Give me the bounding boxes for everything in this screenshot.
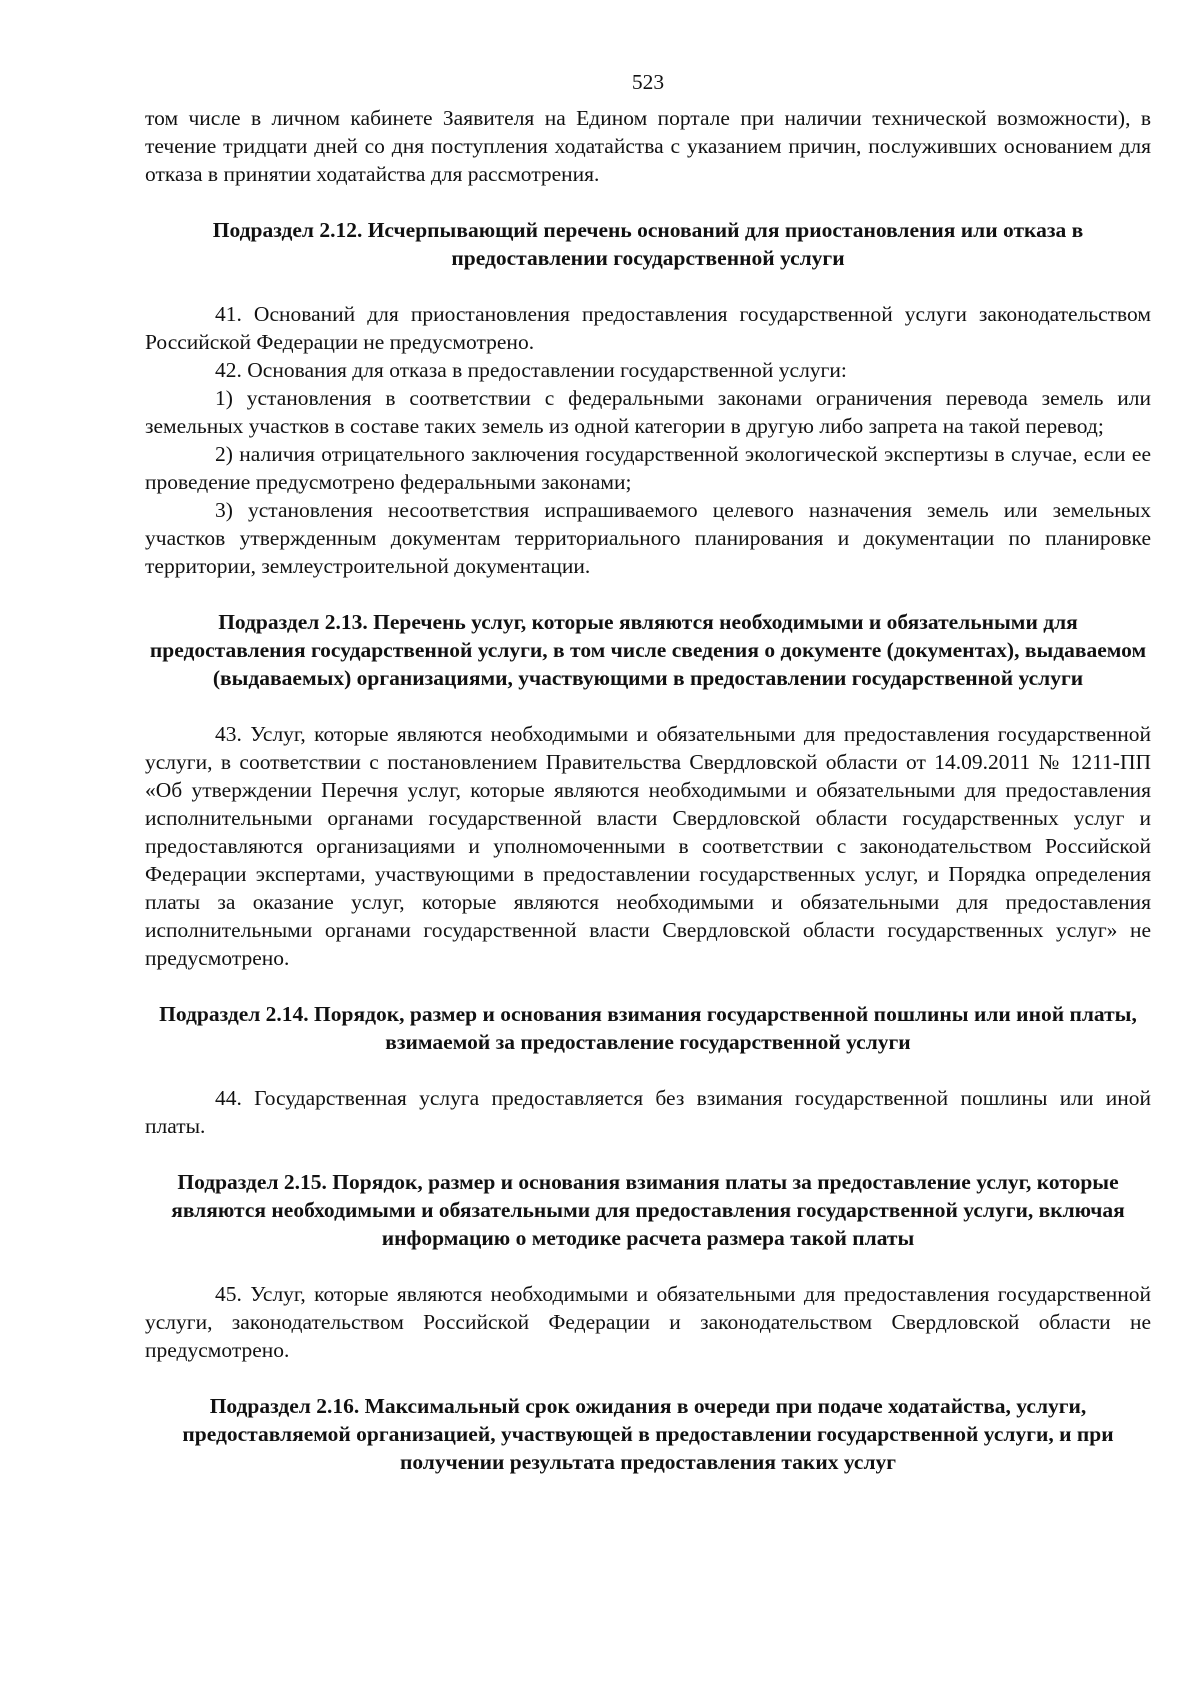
intro-paragraph: том числе в личном кабинете Заявителя на Едином портале при наличии технической возможности), в течение тридцати дней со дня поступления ходатайства с указанием причин, послуживших основанием для отказа в принятии ходатайства для рассмотрения. [145, 106, 1151, 186]
paragraph-45: 45. Услуг, которые являются необходимыми и обязательными для предоставления государственной услуги, законодательством Российской Федерации и законодательством Свердловской области не предусмотрено. [145, 1282, 1151, 1362]
list-item-42-2: 2) наличия отрицательного заключения государственной экологической экспертизы в случае, если ее проведение предусмотрено федеральными законами; [145, 442, 1151, 494]
page-number: 523 [631, 70, 665, 94]
paragraph-43: 43. Услуг, которые являются необходимыми и обязательными для предоставления государственной услуги, в соответствии с постановлением Правительства Свердловской области от 14.09.2011 № 1211-ПП «Об утверждении Перечня услуг, которые являются необходимыми и обязательными для предоставления исполнительными органами государственной власти Свердловской области государственных услуг и предоставляются организациями и уполномоченными в соответствии с законодательством Российской Федерации экспертами, участвующими в предоставлении государственных услуг, и Порядка определения платы за оказание услуг, которые являются необходимыми и обязательными для предоставления исполнительными органами государственной власти Свердловской области государственных услуг» не предусмотрено. [145, 722, 1151, 970]
section-heading-2-13: Подраздел 2.13. Перечень услуг, которые являются необходимыми и обязательными для предоставления государственной услуги, в том числе сведения о документе (документах), выдаваемом (выдаваемых) организациями, участвующими в предоставлении государственной услуги [149, 610, 1147, 690]
section-heading-2-16: Подраздел 2.16. Максимальный срок ожидания в очереди при подаче ходатайства, услуги, предоставляемой организацией, участвующей в предоставлении государственной услуги, и при получении результата предоставления таких услуг [182, 1394, 1114, 1474]
paragraph-42: 42. Основания для отказа в предоставлении государственной услуги: [215, 358, 847, 382]
list-item-42-3: 3) установления несоответствия испрашиваемого целевого назначения земель или земельных участков утвержденным документам территориального планирования и документации по планировке территории, землеустроительной документации. [145, 498, 1151, 578]
document-page [145, 68, 1151, 1504]
section-heading-2-14: Подраздел 2.14. Порядок, размер и основания взимания государственной пошлины или иной платы, взимаемой за предоставление государственной услуги [159, 1002, 1137, 1054]
paragraph-41: 41. Оснований для приостановления предоставления государственной услуги законодательством Российской Федерации не предусмотрено. [145, 302, 1151, 354]
list-item-42-1: 1) установления в соответствии с федеральными законами ограничения перевода земель или земельных участков в составе таких земель из одной категории в другую либо запрета на такой перевод; [145, 386, 1151, 438]
section-heading-2-15: Подраздел 2.15. Порядок, размер и основания взимания платы за предоставление услуг, которые являются необходимыми и обязательными для предоставления государственной услуги, включая информацию о методике расчета размера такой платы [171, 1170, 1125, 1250]
paragraph-44: 44. Государственная услуга предоставляется без взимания государственной пошлины или иной платы. [145, 1086, 1151, 1138]
section-heading-2-12: Подраздел 2.12. Исчерпывающий перечень оснований для приостановления или отказа в предоставлении государственной услуги [212, 218, 1084, 270]
